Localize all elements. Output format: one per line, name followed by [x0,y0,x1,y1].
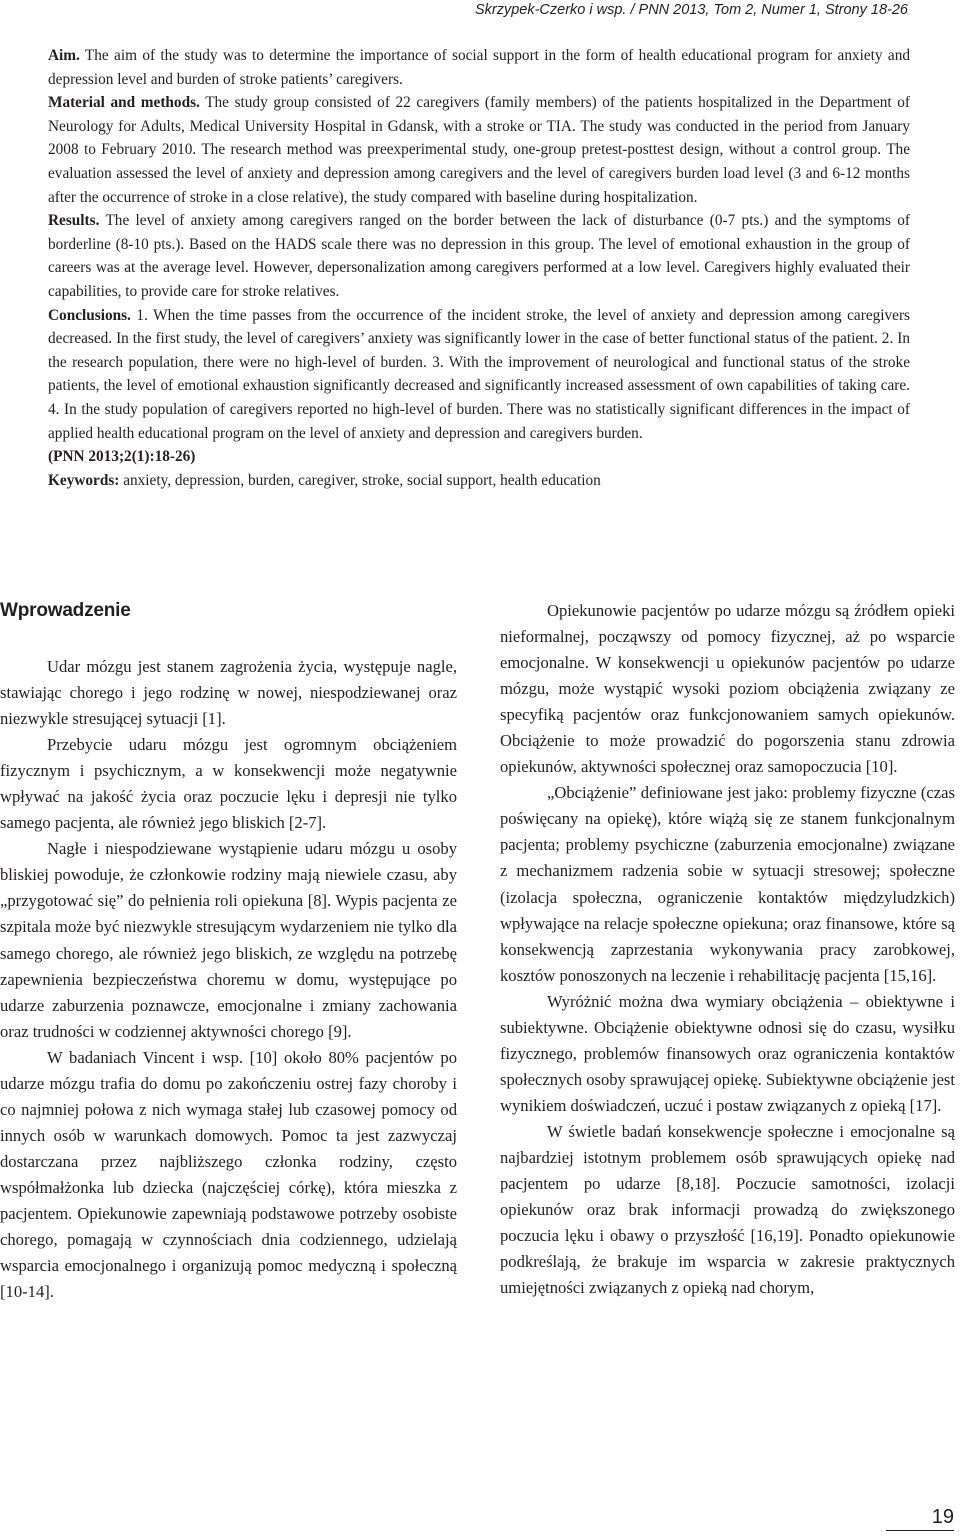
methods-label: Material and methods. [48,94,200,112]
paragraph: Nagłe i niespodziewane wystąpienie udaru mózgu u osoby bliskiej powoduje, że członkowie rodziny mają niewiele czasu, aby „przygotować się” do pełnienia roli opiekuna [8]. Wypis pacjenta ze szpitala może być niezwykle stresującym wydarzeniem nie tylko dla samego chorego, ale również jego bliskich, ze względu na potrzebę zapewnienia bezpieczeństwa choremu w domu, występujące po udarze zaburzenia poznawcze, emocjonalne i zmiany zachowania oraz trudności w codziennej aktywności chorego [9]. [0,839,457,1041]
right-column [500,598,955,1301]
abstract-conclusions [48,304,910,446]
page-number: 19 [931,1506,954,1528]
left-column [0,598,457,1305]
methods-text: The study group consisted of 22 caregivers (family members) of the patients hospitalized in the Department of Neurology for Adults, Medical University Hospital in Gdansk, with a stroke or TIA. The study was conducted in the period from January 2008 to February 2010. The research method was preexperimental study, one-group pretest-posttest design, without a control group. The evaluation assessed the level of anxiety and depression among caregivers and the level of caregivers burden load level (3 and 6-12 months after the occurrence of stroke in a close relative), the study compared with baseline during hospitalization. [48,94,910,206]
citation: (PNN 2013;2(1):18-26) [48,448,196,466]
abstract-results [48,209,910,303]
abstract-aim [48,44,910,91]
paragraph: W badaniach Vincent i wsp. [10] około 80% pacjentów po udarze mózgu trafia do domu po zakończeniu ostrej fazy choroby i co najmniej połowa z nich wymaga stałej lub czasowej pomocy od innych osób w warunkach domowych. Pomoc ta jest zazwyczaj dostarczana przez najbliższego członka rodziny, często współmałżonka lub dziecka (najczęściej córkę), która mieszka z pacjentem. Opiekunowie zapewniają podstawowe potrzeby osobiste chorego, pomagają w czynnościach dnia codziennego, udzielają wsparcia emocjonalnego i organizują pomoc medyczną i społeczną [10-14]. [0,1047,457,1302]
abstract-keywords [48,469,910,493]
aim-text: The aim of the study was to determine the importance of social support in the form of health educational program for anxiety and depression level and burden of stroke patients’ caregivers. [48,47,910,88]
section-heading-wprowadzenie: Wprowadzenie [0,600,131,621]
results-label: Results. [48,212,100,230]
abstract-methods [48,91,910,209]
paragraph: „Obciążenie” definiowane jest jako: problemy fizyczne (czas poświęcany na opiekę), które wiążą się ze stanem funkcjonalnym pacjenta; problemy psychiczne (zaburzenia emocjonalne) związane z mechanizmem radzenia sobie w sytuacji stresowej; społeczne (izolacja społeczna, ograniczenie kontaktów międzyludzkich) wpływające na relacje społeczne opiekuna; oraz finansowe, które są konsekwencją zaprzestania wykonywania pracy zarobkowej, kosztów ponoszonych na leczenie i rehabilitację pacjenta [15,16]. [500,783,955,985]
paragraph: Przebycie udaru mózgu jest ogromnym obciążeniem fizycznym i psychicznym, a w konsekwencji może negatywnie wpływać na jakość życia oraz poczucie lęku i depresji nie tylko samego pacjenta, ale również jego bliskich [2-7]. [0,735,457,833]
paragraph: Opiekunowie pacjentów po udarze mózgu są źródłem opieki nieformalnej, począwszy od pomocy fizycznej, aż po wsparcie emocjonalne. W konsekwencji u opiekunów pacjentów po udarze mózgu, może wystąpić wysoki poziom obciążenia związany ze specyfiką pacjentów oraz funkcjonowaniem samych opiekunów. Obciążenie to może prowadzić do pogorszenia stanu zdrowia opiekunów, aktywności społecznej oraz samopoczucia [10]. [500,601,955,777]
paragraph: Wyróżnić można dwa wymiary obciążenia – obiektywne i subiektywne. Obciążenie obiektywne odnosi się do czasu, wysiłku fizycznego, problemów finansowych oraz ograniczenia kontaktów społecznych osoby sprawującej opiekę. Subiektywne obciążenie jest wynikiem doświadczeń, uczuć i postaw związanych z opieką [17]. [500,991,955,1115]
aim-label: Aim. [48,47,80,64]
abstract-citation [48,445,910,469]
paragraph: W świetle badań konsekwencje społeczne i emocjonalne są najbardziej istotnym problemem osób sprawujących opiekę nad pacjentem po udarze [8,18]. Poczucie samotności, izolacji opiekunów oraz brak informacji prowadzą do zwiększonego poczucia lęku i obawy o przyszłość [16,19]. Ponadto opiekunowie podkreślają, że brakuje im wsparcia w zakresie praktycznych umiejętności związanych z opieką nad chorym, [500,1121,955,1298]
conclusions-text: 1. When the time passes from the occurrence of the incident stroke, the level of anxiety and depression among caregivers decreased. In the first study, the level of caregivers’ anxiety was significantly lower in the case of better functional status of the patient. 2. In the research population, there were no high-level of burden. 3. With the improvement of neurological and functional status of the stroke patients, the level of emotional exhaustion significantly decreased and significantly increased assessment of own capabilities of taking care. 4. In the study population of caregivers reported no high-level of burden. There was no statistically significant differences in the impact of applied health educational program on the level of anxiety and depression and caregivers burden. [48,306,910,442]
abstract [48,44,910,492]
conclusions-label: Conclusions. [48,306,131,324]
paragraph: Udar mózgu jest stanem zagrożenia życia, występuje nagle, stawiając chorego i jego rodzinę w nowej, niespodziewanej oraz niezwykle stresującej sytuacji [1]. [0,657,457,729]
running-head: Skrzypek-Czerko i wsp. / PNN 2013, Tom 2, Numer 1, Strony 18-26 [474,2,908,18]
results-text: The level of anxiety among caregivers ranged on the border between the lack of disturbance (0-7 pts.) and the symptoms of borderline (8-10 pts.). Based on the HADS scale there was no depression in this group. The level of emotional exhaustion in the group of careers was at the average level. However, depersonalization among caregivers performed at a low level. Caregivers highly evaluated their capabilities, to provide care for stroke relatives. [48,212,910,300]
keywords-text: anxiety, depression, burden, caregiver, stroke, social support, health education [119,471,601,489]
keywords-label: Keywords: [48,471,120,489]
page-number-rule [886,1530,954,1531]
